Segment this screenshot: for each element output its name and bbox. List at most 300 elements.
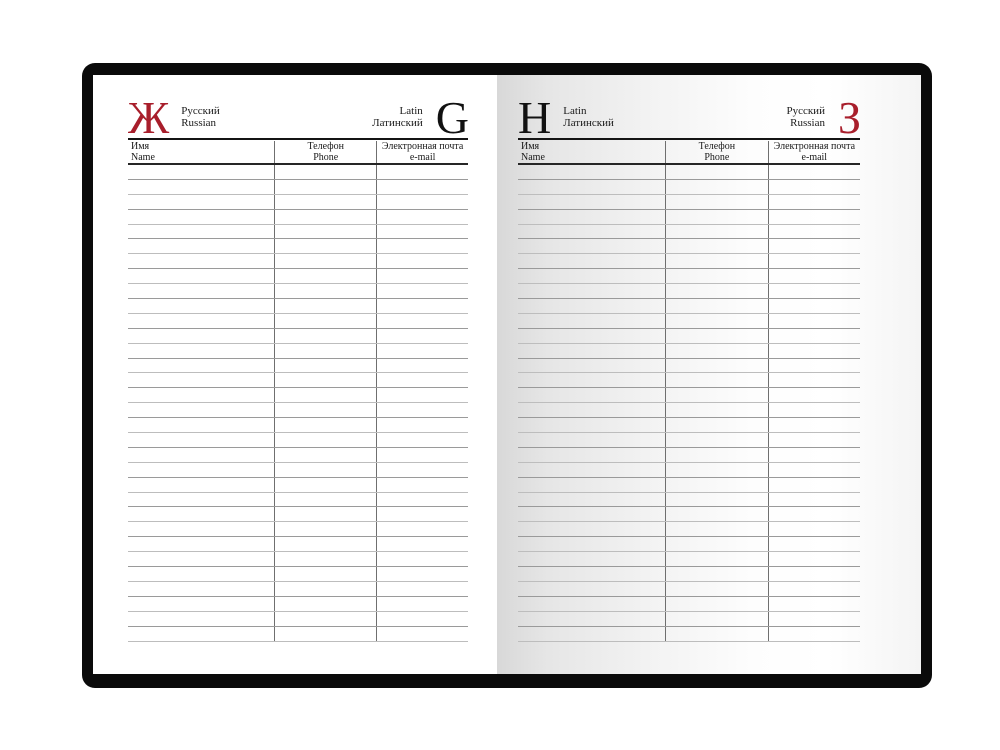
column-label-ru: Телефон (698, 141, 736, 152)
table-cell-empty (377, 269, 468, 283)
table-cell-empty (275, 612, 377, 626)
table-cell-empty (128, 433, 275, 447)
index-letter-russian: З (837, 91, 860, 143)
language-native: Латинский (563, 116, 614, 129)
table-row (128, 597, 468, 612)
table-cell-empty (666, 239, 769, 253)
column-label-ru: Телефон (307, 141, 344, 152)
table-cell-empty (518, 582, 666, 596)
table-cell-empty (666, 210, 769, 224)
table-cell-empty (666, 493, 769, 507)
table-cell-empty (128, 180, 275, 194)
table-cell-empty (518, 388, 666, 402)
table-cell-empty (275, 478, 377, 492)
table-cell-empty (275, 433, 377, 447)
table-cell-empty (666, 627, 769, 641)
table-cell-empty (666, 463, 769, 477)
table-cell-empty (666, 612, 769, 626)
table-row (518, 552, 860, 567)
address-book-cover (82, 63, 932, 688)
table-cell-empty (275, 537, 377, 551)
table-cell-empty (518, 552, 666, 566)
left-index-group (128, 91, 233, 143)
table-cell-empty (518, 537, 666, 551)
table-cell-empty (275, 299, 377, 313)
page-right-header (518, 91, 860, 143)
table-cell-empty (666, 254, 769, 268)
table-cell-empty (666, 314, 769, 328)
table-cell-empty (128, 478, 275, 492)
table-cell-empty (769, 284, 860, 298)
table-cell-empty (666, 522, 769, 536)
table-cell-empty (275, 448, 377, 462)
table-cell-empty (769, 165, 860, 179)
table-cell-empty (128, 493, 275, 507)
table-cell-empty (769, 567, 860, 581)
table-cell-empty (275, 418, 377, 432)
table-cell-empty (275, 388, 377, 402)
table-cell-empty (666, 195, 769, 209)
table-row (128, 299, 468, 314)
table-row (128, 493, 468, 508)
table-row (518, 269, 860, 284)
table-cell-empty (377, 210, 468, 224)
table-cell-empty (666, 403, 769, 417)
index-language-label (563, 106, 614, 129)
table-cell-empty (769, 329, 860, 343)
table-cell-empty (666, 582, 769, 596)
table-cell-empty (769, 478, 860, 492)
table-cell-empty (769, 239, 860, 253)
table-cell-empty (377, 597, 468, 611)
table-cell-empty (666, 552, 769, 566)
table-cell-empty (275, 314, 377, 328)
table-cell-empty (128, 597, 275, 611)
table-cell-empty (769, 597, 860, 611)
language-english: Russian (790, 116, 825, 129)
table-row (128, 314, 468, 329)
table-cell-empty (518, 269, 666, 283)
table-cell-empty (128, 359, 275, 373)
table-cell-empty (128, 239, 275, 253)
table-row (128, 239, 468, 254)
table-row (128, 582, 468, 597)
table-cell-empty (769, 254, 860, 268)
table-cell-empty (275, 552, 377, 566)
table-cell-empty (769, 359, 860, 373)
table-cell-empty (275, 507, 377, 521)
table-row (518, 210, 860, 225)
index-letter-latin: H (518, 91, 551, 143)
table-cell-empty (769, 373, 860, 387)
table-cell-empty (666, 373, 769, 387)
table-cell-empty (666, 537, 769, 551)
table-row (128, 269, 468, 284)
language-english: Russian (181, 116, 217, 129)
table-row (518, 299, 860, 314)
table-cell-empty (128, 314, 275, 328)
table-cell-empty (518, 478, 666, 492)
table-cell-empty (128, 567, 275, 581)
language-english: Latin (563, 105, 587, 117)
table-row (518, 344, 860, 359)
column-header-name (128, 141, 275, 163)
table-row (128, 448, 468, 463)
table-cell-empty (769, 522, 860, 536)
table-cell-empty (377, 388, 468, 402)
table-cell-empty (518, 507, 666, 521)
table-row (128, 284, 468, 299)
table-cell-empty (377, 433, 468, 447)
table-cell-empty (377, 359, 468, 373)
table-cell-empty (275, 373, 377, 387)
table-cell-empty (518, 329, 666, 343)
table-row (518, 522, 860, 537)
table-cell-empty (377, 344, 468, 358)
table-row (518, 254, 860, 269)
page-left (93, 75, 497, 674)
table-cell-empty (518, 493, 666, 507)
table-cell-empty (518, 567, 666, 581)
table-row (518, 507, 860, 522)
table-cell-empty (377, 582, 468, 596)
table-cell-empty (377, 612, 468, 626)
table-cell-empty (518, 463, 666, 477)
table-row (128, 433, 468, 448)
table-cell-empty (769, 627, 860, 641)
table-cell-empty (377, 165, 468, 179)
page-left-header (128, 91, 468, 143)
table-cell-empty (275, 165, 377, 179)
table-cell-empty (377, 463, 468, 477)
table-cell-empty (518, 195, 666, 209)
table-row (518, 478, 860, 493)
table-cell-empty (275, 180, 377, 194)
table-row (128, 478, 468, 493)
table-cell-empty (769, 463, 860, 477)
table-cell-empty (377, 478, 468, 492)
index-letter-russian: Ж (128, 91, 169, 143)
table-cell-empty (666, 507, 769, 521)
column-header-email (769, 141, 860, 163)
table-cell-empty (128, 448, 275, 462)
table-cell-empty (377, 225, 468, 239)
contacts-table-left (128, 138, 468, 642)
opposite-language-label (786, 106, 825, 129)
table-cell-empty (518, 612, 666, 626)
table-cell-empty (275, 403, 377, 417)
table-cell-empty (128, 225, 275, 239)
table-row (128, 463, 468, 478)
table-cell-empty (377, 195, 468, 209)
table-cell-empty (666, 180, 769, 194)
table-cell-empty (128, 254, 275, 268)
table-row (518, 165, 860, 180)
table-cell-empty (518, 418, 666, 432)
table-row (128, 537, 468, 552)
table-cell-empty (377, 403, 468, 417)
table-cell-empty (275, 329, 377, 343)
table-cell-empty (377, 448, 468, 462)
table-cell-empty (275, 597, 377, 611)
table-cell-empty (666, 284, 769, 298)
table-cell-empty (377, 627, 468, 641)
table-cell-empty (128, 299, 275, 313)
table-cell-empty (128, 344, 275, 358)
table-cell-empty (275, 493, 377, 507)
table-cell-empty (769, 195, 860, 209)
table-cell-empty (666, 388, 769, 402)
table-cell-empty (518, 433, 666, 447)
table-cell-empty (377, 373, 468, 387)
table-cell-empty (518, 314, 666, 328)
table-cell-empty (769, 433, 860, 447)
table-cell-empty (128, 507, 275, 521)
table-cell-empty (128, 165, 275, 179)
table-cell-empty (518, 165, 666, 179)
table-cell-empty (666, 165, 769, 179)
table-cell-empty (377, 329, 468, 343)
table-cell-empty (518, 359, 666, 373)
table-cell-empty (275, 567, 377, 581)
table-cell-empty (769, 344, 860, 358)
column-label-ru: Электронная почта (773, 141, 856, 152)
table-cell-empty (518, 403, 666, 417)
table-cell-empty (518, 448, 666, 462)
table-row (518, 567, 860, 582)
table-cell-empty (275, 195, 377, 209)
right-opposite-group (773, 91, 860, 143)
table-row (128, 225, 468, 240)
table-cell-empty (128, 612, 275, 626)
table-cell-empty (666, 478, 769, 492)
table-cell-empty (128, 329, 275, 343)
table-cell-empty (275, 284, 377, 298)
language-native: Русский (786, 105, 825, 117)
table-cell-empty (666, 448, 769, 462)
table-cell-empty (275, 522, 377, 536)
table-cell-empty (275, 225, 377, 239)
table-cell-empty (769, 582, 860, 596)
language-native: Латинский (372, 116, 423, 129)
table-row (128, 627, 468, 642)
table-row (518, 582, 860, 597)
table-row (128, 329, 468, 344)
table-row (518, 225, 860, 240)
table-cell-empty (666, 597, 769, 611)
table-row (518, 284, 860, 299)
table-cell-empty (275, 254, 377, 268)
table-cell-empty (128, 418, 275, 432)
table-cell-empty (128, 463, 275, 477)
table-cell-empty (518, 597, 666, 611)
table-row (128, 552, 468, 567)
table-row (518, 627, 860, 642)
table-cell-empty (275, 239, 377, 253)
index-language-label (181, 106, 220, 129)
table-cell-empty (769, 314, 860, 328)
table-cell-empty (377, 493, 468, 507)
column-header-phone (666, 141, 769, 163)
table-cell-empty (128, 537, 275, 551)
table-row (518, 373, 860, 388)
table-cell-empty (128, 522, 275, 536)
table-row (128, 359, 468, 374)
table-cell-empty (666, 359, 769, 373)
table-cell-empty (769, 210, 860, 224)
table-cell-empty (377, 552, 468, 566)
table-cell-empty (275, 359, 377, 373)
table-cell-empty (518, 627, 666, 641)
column-label-en: Phone (313, 152, 339, 163)
table-row (518, 329, 860, 344)
table-cell-empty (377, 537, 468, 551)
table-row (128, 180, 468, 195)
table-cell-empty (666, 329, 769, 343)
table-cell-empty (518, 239, 666, 253)
page-right (497, 75, 921, 674)
table-cell-empty (377, 299, 468, 313)
table-row (518, 433, 860, 448)
table-cell-empty (128, 269, 275, 283)
table-cell-empty (128, 373, 275, 387)
table-cell-empty (518, 210, 666, 224)
table-header-right (518, 140, 860, 165)
right-index-group (518, 91, 627, 143)
table-cell-empty (128, 195, 275, 209)
table-cell-empty (769, 537, 860, 551)
table-cell-empty (769, 448, 860, 462)
table-row (128, 418, 468, 433)
table-cell-empty (377, 254, 468, 268)
column-label-en: e-mail (801, 152, 828, 163)
table-cell-empty (128, 627, 275, 641)
table-cell-empty (518, 284, 666, 298)
table-row (128, 507, 468, 522)
table-cell-empty (128, 210, 275, 224)
table-cell-empty (275, 582, 377, 596)
contacts-rows-right (518, 165, 860, 642)
index-letter-latin: G (435, 91, 468, 143)
table-row (518, 403, 860, 418)
contacts-table-right (518, 138, 860, 642)
table-cell-empty (666, 225, 769, 239)
table-row (128, 373, 468, 388)
column-label-ru: Электронная почта (381, 141, 464, 152)
table-row (128, 612, 468, 627)
table-cell-empty (769, 493, 860, 507)
table-cell-empty (275, 463, 377, 477)
table-cell-empty (769, 299, 860, 313)
table-row (518, 388, 860, 403)
column-label-ru: Имя (131, 141, 150, 152)
opposite-language-label (372, 106, 423, 129)
column-header-name (518, 141, 666, 163)
table-cell-empty (769, 418, 860, 432)
table-cell-empty (275, 269, 377, 283)
table-row (518, 418, 860, 433)
table-row (128, 254, 468, 269)
table-row (128, 522, 468, 537)
table-row (518, 239, 860, 254)
table-cell-empty (518, 254, 666, 268)
table-cell-empty (377, 567, 468, 581)
table-row (128, 210, 468, 225)
language-english: Latin (399, 105, 423, 117)
table-cell-empty (128, 403, 275, 417)
left-opposite-group (359, 91, 468, 143)
table-cell-empty (128, 284, 275, 298)
table-cell-empty (377, 239, 468, 253)
table-row (518, 314, 860, 329)
table-cell-empty (377, 522, 468, 536)
column-label-ru: Имя (521, 141, 540, 152)
column-label-en: Phone (704, 152, 730, 163)
table-cell-empty (518, 522, 666, 536)
column-label-en: Name (131, 152, 155, 163)
table-row (518, 493, 860, 508)
table-cell-empty (377, 418, 468, 432)
table-cell-empty (128, 582, 275, 596)
table-row (518, 612, 860, 627)
table-row (518, 195, 860, 210)
table-cell-empty (518, 344, 666, 358)
table-cell-empty (769, 552, 860, 566)
table-cell-empty (769, 612, 860, 626)
table-cell-empty (275, 627, 377, 641)
table-row (518, 463, 860, 478)
table-cell-empty (769, 507, 860, 521)
table-cell-empty (377, 180, 468, 194)
table-cell-empty (275, 344, 377, 358)
table-row (518, 180, 860, 195)
table-cell-empty (769, 180, 860, 194)
table-row (128, 344, 468, 359)
column-header-phone (275, 141, 377, 163)
table-row (518, 537, 860, 552)
table-cell-empty (666, 418, 769, 432)
table-cell-empty (518, 373, 666, 387)
table-cell-empty (275, 210, 377, 224)
table-row (518, 448, 860, 463)
table-cell-empty (666, 433, 769, 447)
contacts-rows-left (128, 165, 468, 642)
column-header-email (377, 141, 468, 163)
column-label-en: Name (521, 152, 545, 163)
table-cell-empty (666, 269, 769, 283)
book-pages (93, 75, 921, 674)
table-header-left (128, 140, 468, 165)
table-cell-empty (518, 180, 666, 194)
language-native: Русский (181, 105, 220, 117)
table-row (128, 403, 468, 418)
table-cell-empty (666, 299, 769, 313)
table-cell-empty (769, 269, 860, 283)
table-cell-empty (128, 388, 275, 402)
table-row (128, 195, 468, 210)
table-cell-empty (377, 284, 468, 298)
table-cell-empty (128, 552, 275, 566)
table-cell-empty (666, 344, 769, 358)
table-cell-empty (769, 388, 860, 402)
table-row (128, 388, 468, 403)
table-row (518, 359, 860, 374)
table-cell-empty (769, 225, 860, 239)
table-cell-empty (518, 225, 666, 239)
table-cell-empty (666, 567, 769, 581)
table-row (128, 165, 468, 180)
table-row (518, 597, 860, 612)
